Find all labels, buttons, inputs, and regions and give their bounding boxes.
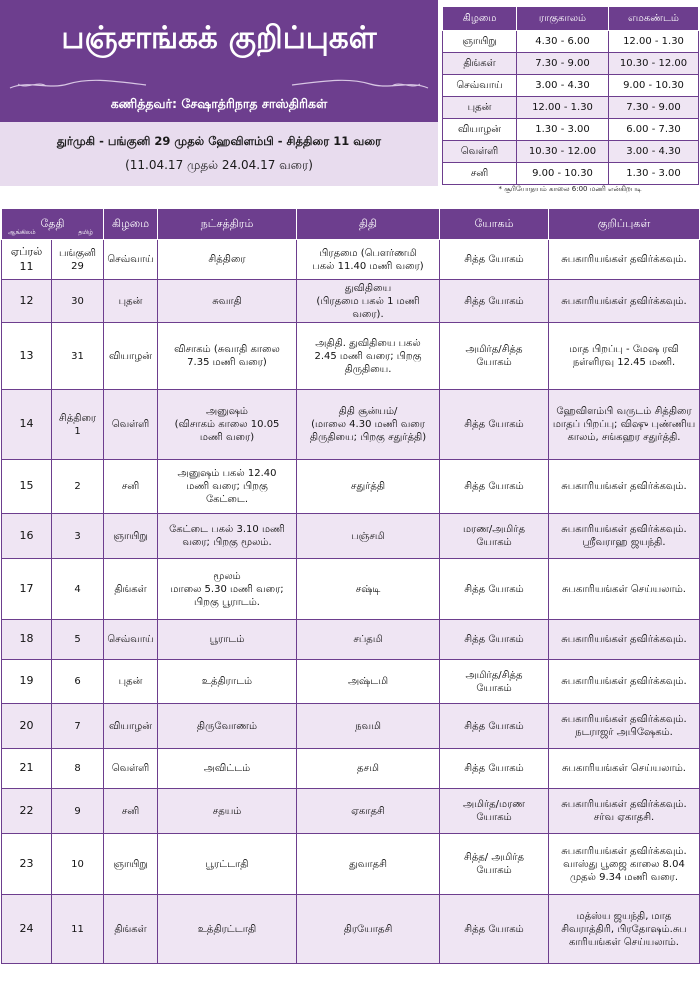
star-cell: திருவோணம் <box>158 704 297 749</box>
notes-cell: சுபகாரியங்கள் தவிர்க்கவும். <box>549 660 700 704</box>
star-cell: உத்திராடம் <box>158 660 297 704</box>
day-cell: சனி <box>104 789 158 834</box>
date-tamil: 31 <box>52 323 104 390</box>
date-tamil: 7 <box>52 704 104 749</box>
star-cell: அனுஷம் பகல் 12.40 மணி வரை; பிறகு கேட்டை. <box>158 460 297 514</box>
rahukalam-header-ema: எமகண்டம் <box>609 7 699 31</box>
rahukalam-header-rahu: ராகுகாலம் <box>517 7 609 31</box>
star-cell: விசாகம் (சுவாதி காலை 7.35 மணி வரை) <box>158 323 297 390</box>
header-day: கிழமை <box>104 209 158 240</box>
day-cell: வெள்ளி <box>104 390 158 460</box>
yogam-cell: சித்த/ அமிர்த யோகம் <box>440 834 549 895</box>
ema-time: 1.30 - 3.00 <box>609 163 699 185</box>
rahukalam-day: வியாழன் <box>443 119 517 141</box>
date-tamil: 9 <box>52 789 104 834</box>
notes-cell: ஹேவிளம்பி வருடம் சித்திரை மாதப் பிறப்பு; விஷு புண்ணிய காலம், சங்கஹர சதுர்த்தி. <box>549 390 700 460</box>
date-tamil: 2 <box>52 460 104 514</box>
table-row <box>2 749 700 789</box>
notes-cell: மாத பிறப்பு - மேஷ ரவி நள்ளிரவு 12.45 மணி. <box>549 323 700 390</box>
header-star: நட்சத்திரம் <box>158 209 297 240</box>
tithi-cell: துவாதசி <box>297 834 440 895</box>
yogam-cell: அமிர்த/சித்த யோகம் <box>440 660 549 704</box>
table-row <box>2 704 700 749</box>
notes-cell: சுபகாரியங்கள் தவிர்க்கவும். <box>549 460 700 514</box>
tithi-cell: நவமி <box>297 704 440 749</box>
header-date-english: ஆங்கிலம் <box>8 229 36 236</box>
star-cell: சித்திரை <box>158 240 297 280</box>
date-tamil: 30 <box>52 280 104 323</box>
star-cell: பூரட்டாதி <box>158 834 297 895</box>
rahukalam-time: 1.30 - 3.00 <box>517 119 609 141</box>
table-row <box>2 620 700 660</box>
tithi-cell: தசமி <box>297 749 440 789</box>
date-tamil: சித்திரை 1 <box>52 390 104 460</box>
star-cell: உத்திரட்டாதி <box>158 895 297 964</box>
rahukalam-time: 3.00 - 4.30 <box>517 75 609 97</box>
ema-time: 10.30 - 12.00 <box>609 53 699 75</box>
ema-time: 7.30 - 9.00 <box>609 97 699 119</box>
notes-cell: மத்ஸ்ய ஜயந்தி, மாத சிவராத்திரி, பிரதோஷம்.சுப காரியங்கள் செய்யலாம். <box>549 895 700 964</box>
rahukalam-day: ஞாயிறு <box>443 31 517 53</box>
table-row <box>2 280 700 323</box>
rahukalam-row <box>443 97 699 119</box>
header-date-tamil: தமிழ் <box>78 229 93 236</box>
rahukalam-row <box>443 163 699 185</box>
tithi-cell: பிரதமை (பௌர்ணமி பகல் 11.40 மணி வரை) <box>297 240 440 280</box>
date-english: 16 <box>2 514 52 559</box>
ema-time: 6.00 - 7.30 <box>609 119 699 141</box>
period-line: துர்முகி - பங்குனி 29 முதல் ஹேவிளம்பி - சித்திரை 11 வரை <box>56 134 382 148</box>
tithi-cell: அதிதி. துவிதியை பகல் 2.45 மணி வரை; பிறகு திருதியை. <box>297 323 440 390</box>
day-cell: புதன் <box>104 280 158 323</box>
date-english: 18 <box>2 620 52 660</box>
header-date-label: தேதி <box>40 216 65 230</box>
day-cell: வியாழன் <box>104 323 158 390</box>
tithi-cell: ஏகாதசி <box>297 789 440 834</box>
table-row <box>2 895 700 964</box>
rahukalam-time: 10.30 - 12.00 <box>517 141 609 163</box>
date-english: 12 <box>2 280 52 323</box>
swirl-ornament-left-icon <box>8 78 148 92</box>
rahukalam-day: சனி <box>443 163 517 185</box>
date-tamil: 8 <box>52 749 104 789</box>
notes-cell: சுபகாரியங்கள் செய்யலாம். <box>549 749 700 789</box>
header-date <box>2 209 104 240</box>
tithi-cell: சதுர்த்தி <box>297 460 440 514</box>
yogam-cell: சித்த யோகம் <box>440 895 549 964</box>
notes-cell: சுபகாரியங்கள் செய்யலாம். <box>549 559 700 620</box>
date-tamil: 6 <box>52 660 104 704</box>
swirl-ornament-right-icon <box>290 78 430 92</box>
date-english: 15 <box>2 460 52 514</box>
yogam-cell: அமிர்த/மரண யோகம் <box>440 789 549 834</box>
table-row <box>2 323 700 390</box>
date-tamil: 10 <box>52 834 104 895</box>
rahukalam-row <box>443 53 699 75</box>
date-tamil: 3 <box>52 514 104 559</box>
table-row <box>2 240 700 280</box>
ema-time: 3.00 - 4.30 <box>609 141 699 163</box>
rahukalam-day: திங்கள் <box>443 53 517 75</box>
date-english: 19 <box>2 660 52 704</box>
notes-cell: சுபகாரியங்கள் தவிர்க்கவும். வாஸ்து பூஜை காலை 8.04 முதல் 9.34 மணி வரை. <box>549 834 700 895</box>
date-range-line: (11.04.17 முதல் 24.04.17 வரை) <box>125 158 313 172</box>
date-english: 24 <box>2 895 52 964</box>
tithi-cell: பஞ்சமி <box>297 514 440 559</box>
notes-cell: சுபகாரியங்கள் தவிர்க்கவும். சர்வ ஏகாதசி. <box>549 789 700 834</box>
date-english: 22 <box>2 789 52 834</box>
day-cell: வெள்ளி <box>104 749 158 789</box>
date-tamil: 4 <box>52 559 104 620</box>
header-tithi: திதி <box>297 209 440 240</box>
rahukalam-time: 4.30 - 6.00 <box>517 31 609 53</box>
tithi-cell: திரயோதசி <box>297 895 440 964</box>
rahukalam-time: 9.00 - 10.30 <box>517 163 609 185</box>
yogam-cell: அமிர்த/சித்த யோகம் <box>440 323 549 390</box>
rahukalam-time: 12.00 - 1.30 <box>517 97 609 119</box>
day-cell: திங்கள் <box>104 559 158 620</box>
yogam-cell: சித்த யோகம் <box>440 280 549 323</box>
notes-cell: சுபகாரியங்கள் தவிர்க்கவும். <box>549 620 700 660</box>
yogam-cell: சித்த யோகம் <box>440 704 549 749</box>
day-cell: திங்கள் <box>104 895 158 964</box>
date-english: 23 <box>2 834 52 895</box>
rahukalam-row <box>443 75 699 97</box>
yogam-cell: சித்த யோகம் <box>440 749 549 789</box>
date-tamil: 5 <box>52 620 104 660</box>
yogam-cell: சித்த யோகம் <box>440 390 549 460</box>
table-row <box>2 390 700 460</box>
date-english: 21 <box>2 749 52 789</box>
ema-time: 9.00 - 10.30 <box>609 75 699 97</box>
table-header-row <box>2 209 700 240</box>
date-english: ஏப்ரல் 11 <box>2 240 52 280</box>
date-tamil: பங்குனி 29 <box>52 240 104 280</box>
notes-cell: சுபகாரியங்கள் தவிர்க்கவும். நடராஜர் அபிஷேகம். <box>549 704 700 749</box>
rahukalam-row <box>443 141 699 163</box>
date-english: 17 <box>2 559 52 620</box>
notes-cell: சுபகாரியங்கள் தவிர்க்கவும். <box>549 280 700 323</box>
tithi-cell: திதி சூன்யம்/ (மாலை 4.30 மணி வரை திருதியை; பிறகு சதுர்த்தி) <box>297 390 440 460</box>
tithi-cell: துவிதியை (பிரதமை பகல் 1 மணி வரை). <box>297 280 440 323</box>
yogam-cell: மரண/அமிர்த யோகம் <box>440 514 549 559</box>
rahukalam-day: புதன் <box>443 97 517 119</box>
author-line: கணித்தவர்: சேஷாத்ரிநாத சாஸ்திரிகள் <box>110 96 328 111</box>
yogam-cell: சித்த யோகம் <box>440 460 549 514</box>
page-title: பஞ்சாங்கக் குறிப்புகள் <box>61 20 377 56</box>
sunrise-note: * சூரியோதயம் காலை 6:00 மணி என்கிறபடி <box>498 185 642 193</box>
day-cell: செவ்வாய் <box>104 620 158 660</box>
star-cell: சதயம் <box>158 789 297 834</box>
table-row <box>2 514 700 559</box>
rahukalam-row <box>443 119 699 141</box>
rahukalam-day: வெள்ளி <box>443 141 517 163</box>
rahukalam-header-row <box>443 7 699 31</box>
notes-cell: சுபகாரியங்கள் தவிர்க்கவும். ஸ்ரீவராஹ ஜயந்தி. <box>549 514 700 559</box>
header-banner <box>0 0 438 186</box>
day-cell: ஞாயிறு <box>104 514 158 559</box>
day-cell: சனி <box>104 460 158 514</box>
date-english: 20 <box>2 704 52 749</box>
tithi-cell: சப்தமி <box>297 620 440 660</box>
date-english: 14 <box>2 390 52 460</box>
header-yogam: யோகம் <box>440 209 549 240</box>
table-row <box>2 789 700 834</box>
date-tamil: 11 <box>52 895 104 964</box>
ema-time: 12.00 - 1.30 <box>609 31 699 53</box>
star-cell: சுவாதி <box>158 280 297 323</box>
star-cell: பூராடம் <box>158 620 297 660</box>
header-notes: குறிப்புகள் <box>549 209 700 240</box>
rahukalam-time: 7.30 - 9.00 <box>517 53 609 75</box>
date-english: 13 <box>2 323 52 390</box>
notes-cell: சுபகாரியங்கள் தவிர்க்கவும். <box>549 240 700 280</box>
star-cell: மூலம் மாலை 5.30 மணி வரை; பிறகு பூராடம். <box>158 559 297 620</box>
table-row <box>2 834 700 895</box>
tithi-cell: சஷ்டி <box>297 559 440 620</box>
day-cell: புதன் <box>104 660 158 704</box>
rahukalam-header-day: கிழமை <box>443 7 517 31</box>
yogam-cell: சித்த யோகம் <box>440 240 549 280</box>
rahukalam-day: செவ்வாய் <box>443 75 517 97</box>
rahukalam-row <box>443 31 699 53</box>
rahukalam-table <box>442 6 699 185</box>
yogam-cell: சித்த யோகம் <box>440 559 549 620</box>
tithi-cell: அஷ்டமி <box>297 660 440 704</box>
table-row <box>2 460 700 514</box>
yogam-cell: சித்த யோகம் <box>440 620 549 660</box>
star-cell: அவிட்டம் <box>158 749 297 789</box>
table-row <box>2 660 700 704</box>
panchangam-table <box>1 208 700 964</box>
day-cell: வியாழன் <box>104 704 158 749</box>
star-cell: கேட்டை பகல் 3.10 மணி வரை; பிறகு மூலம். <box>158 514 297 559</box>
day-cell: செவ்வாய் <box>104 240 158 280</box>
table-row <box>2 559 700 620</box>
day-cell: ஞாயிறு <box>104 834 158 895</box>
star-cell: அனுஷம் (விசாகம் காலை 10.05 மணி வரை) <box>158 390 297 460</box>
